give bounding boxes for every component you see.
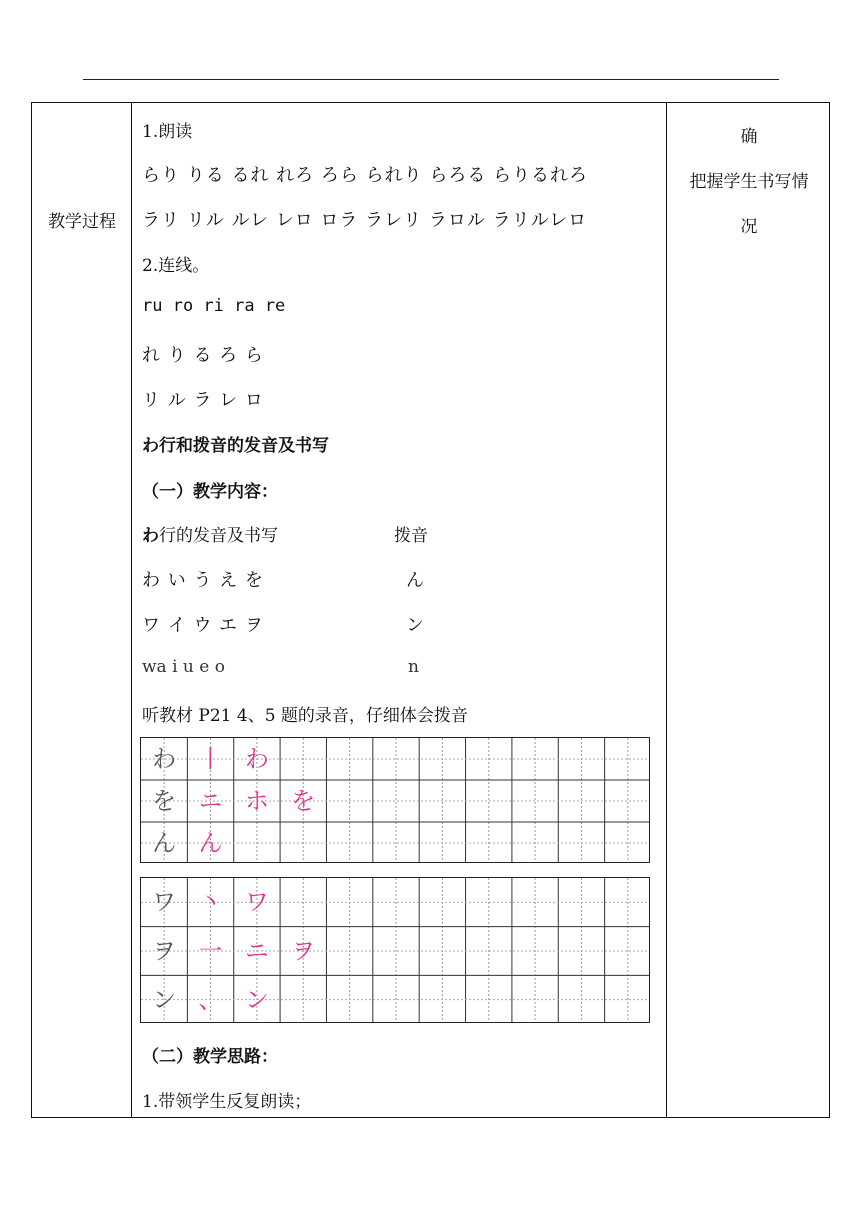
stroke-order-character: 丶 xyxy=(198,888,223,917)
reading-heading: 1.朗读 xyxy=(142,122,193,142)
katakana-match-line: リ ル ラ レ ロ xyxy=(142,390,264,411)
stroke-order-character: 一 xyxy=(198,937,223,965)
assessment-line: 况 xyxy=(740,217,758,237)
assessment-line: 把握学生书写情 xyxy=(689,172,809,192)
model-character: ン xyxy=(152,985,177,1014)
column-divider-right xyxy=(666,103,667,1117)
stroke-order-character: わ xyxy=(244,745,269,773)
stroke-order-character: ホ xyxy=(244,787,269,815)
hiragana-n: ん xyxy=(406,570,425,591)
matching-heading: 2.连线。 xyxy=(142,256,210,276)
section-heading-content: （一）教学内容： xyxy=(142,482,278,502)
model-character: を xyxy=(152,787,177,815)
model-character: ヲ xyxy=(152,937,177,965)
hiragana-match-line: れ り る ろ ら xyxy=(142,345,264,366)
wa-row-heading xyxy=(142,521,278,546)
model-character: わ xyxy=(152,745,177,773)
stroke-order-character: 丨 xyxy=(198,745,223,773)
romaji-n: n xyxy=(408,657,419,677)
task-title-kana: わ xyxy=(142,436,159,456)
hatsuon-heading: 拨音 xyxy=(394,526,428,546)
stroke-order-character: 、 xyxy=(198,985,223,1014)
wa-row-heading-kana: わ xyxy=(142,526,159,546)
katakana-writing-grid xyxy=(140,877,650,1023)
katakana-n: ン xyxy=(406,615,425,636)
listening-instruction: 听教材 P21 4、5 题的录音，仔细体会拨音 xyxy=(142,706,468,726)
hiragana-reading-line: らり りる るれ れろ ろら られり らろる らりるれろ xyxy=(142,165,589,186)
column-divider-left xyxy=(131,103,132,1117)
stroke-order-character: ニ xyxy=(244,937,269,965)
assessment-column xyxy=(668,115,830,250)
lesson-table xyxy=(31,102,830,1118)
katakana-wa-row: ワ イ ウ エ ヲ xyxy=(142,615,264,636)
model-character: ワ xyxy=(152,888,177,917)
assessment-line: 确 xyxy=(740,127,758,147)
stroke-order-character: ん xyxy=(198,829,223,857)
stroke-order-character: ン xyxy=(244,985,269,1014)
approach-step-1: 1.带领学生反复朗读； xyxy=(142,1092,312,1112)
stroke-order-character: ワ xyxy=(244,888,269,917)
hiragana-writing-grid xyxy=(140,737,650,863)
romaji-line: ru ro ri ra re xyxy=(142,296,286,316)
task-title xyxy=(142,431,329,456)
katakana-reading-line: ラリ リル ルレ レロ ロラ ラレリ ラロル ラリルレロ xyxy=(142,210,588,231)
section-heading-approach: （二）教学思路： xyxy=(142,1047,278,1067)
romaji-wa-row: wa i u e o xyxy=(142,657,225,677)
hiragana-wa-row: わ い う え を xyxy=(142,570,264,591)
model-character: ん xyxy=(152,829,177,857)
stroke-order-character: ニ xyxy=(198,787,223,815)
wa-row-heading-text: 行的发音及书写 xyxy=(159,526,278,546)
row-label: 教学过程 xyxy=(48,212,116,232)
header-rule xyxy=(83,79,779,80)
stroke-order-character: ヲ xyxy=(291,937,316,965)
stroke-order-character: を xyxy=(291,787,316,815)
task-title-text: 行和拨音的发音及书写 xyxy=(159,436,329,456)
